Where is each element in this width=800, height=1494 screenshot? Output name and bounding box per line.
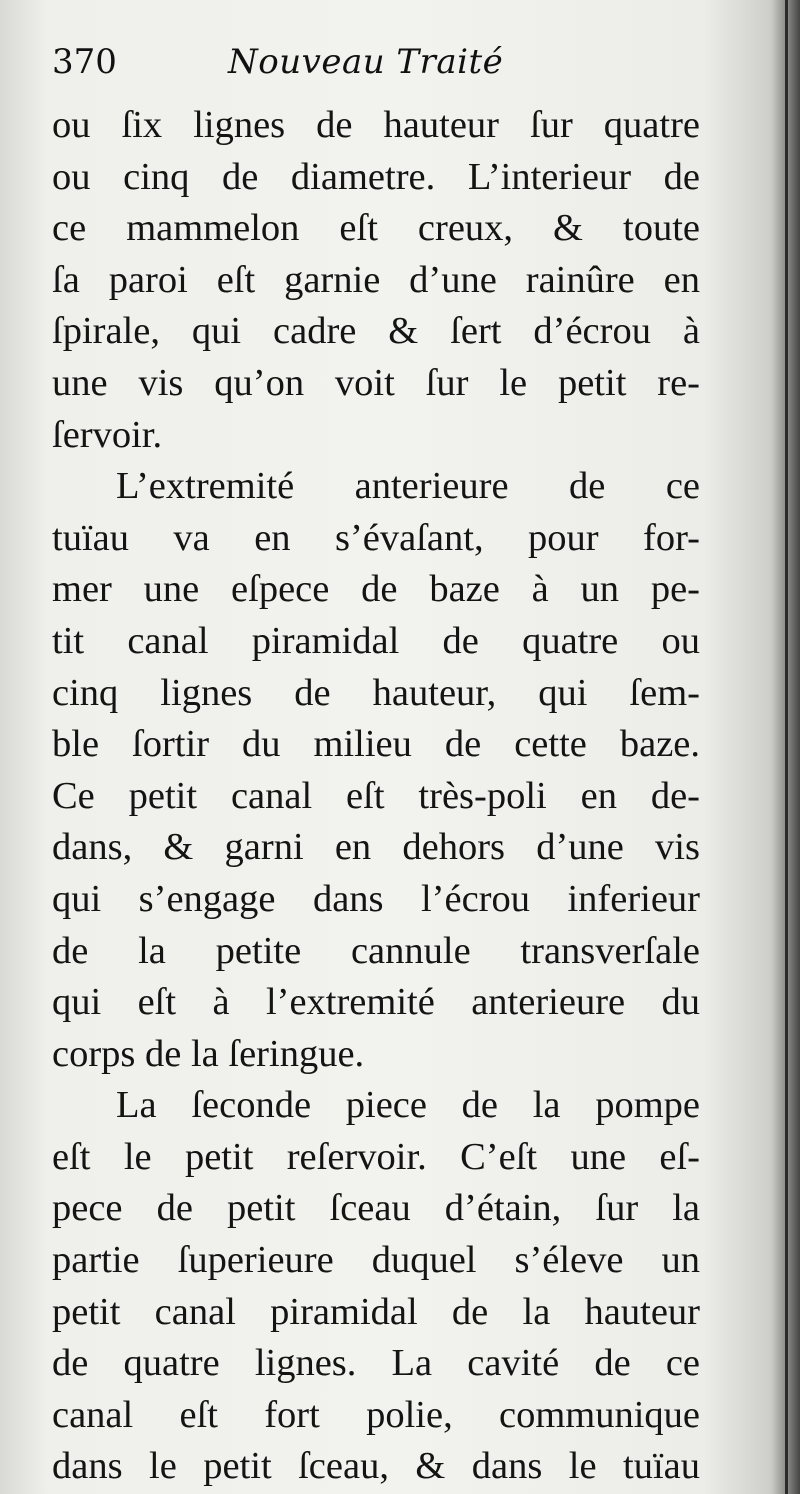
page-number: 370 — [52, 42, 117, 82]
text-line: ou ſix lignes de hauteur ſur quatre — [52, 104, 700, 146]
body-text — [52, 100, 700, 1493]
text-line: petit canal piramidal de la hauteur — [52, 1290, 700, 1333]
text-line: Ce petit canal eſt très-poli en de- — [52, 774, 700, 817]
running-title: Nouveau Traité — [228, 42, 504, 82]
text-line: tuïau va en s’évaſant, pour for- — [52, 516, 700, 559]
text-line: une vis qu’on voit ſur le petit re- — [52, 361, 700, 404]
text-line: canal eſt fort polie, communique — [52, 1393, 700, 1436]
page-edge-line — [785, 0, 788, 1494]
text-line: L’extremité anterieure de ce — [116, 465, 700, 508]
text-line: qui eſt à l’extremité anterieure du — [52, 981, 700, 1024]
text-line: corps de la ſeringue. — [52, 1032, 365, 1075]
text-line: de la petite cannule transverſale — [52, 929, 700, 972]
text-line: dans le petit ſceau, & dans le tuïau — [52, 1445, 700, 1488]
text-line: La ſeconde piece de la pompe — [116, 1084, 700, 1127]
text-line: eſt le petit reſervoir. C’eſt une eſ- — [52, 1135, 700, 1178]
text-line: de quatre lignes. La cavité de ce — [52, 1342, 700, 1385]
text-line: qui s’engage dans l’écrou inferieur — [52, 877, 700, 920]
text-line: ſpirale, qui cadre & ſert d’écrou à — [52, 310, 700, 353]
text-line: ſa paroi eſt garnie d’une rainûre en — [52, 258, 700, 301]
text-line: dans, & garni en dehors d’une vis — [52, 826, 700, 869]
text-line: ou cinq de diametre. L’interieur de — [52, 155, 700, 198]
page-header — [52, 42, 612, 94]
text-line: partie ſuperieure duquel s’éleve un — [52, 1239, 700, 1282]
text-line: ſervoir. — [52, 413, 163, 456]
text-line: ble ſortir du milieu de cette baze. — [52, 723, 700, 766]
text-line: tit canal piramidal de quatre ou — [52, 619, 700, 662]
text-line: cinq lignes de hauteur, qui ſem- — [52, 671, 700, 714]
text-line: ce mammelon eſt creux, & toute — [52, 207, 700, 250]
text-line: pece de petit ſceau d’étain, ſur la — [52, 1187, 700, 1230]
text-line: mer une eſpece de baze à un pe- — [52, 568, 700, 611]
